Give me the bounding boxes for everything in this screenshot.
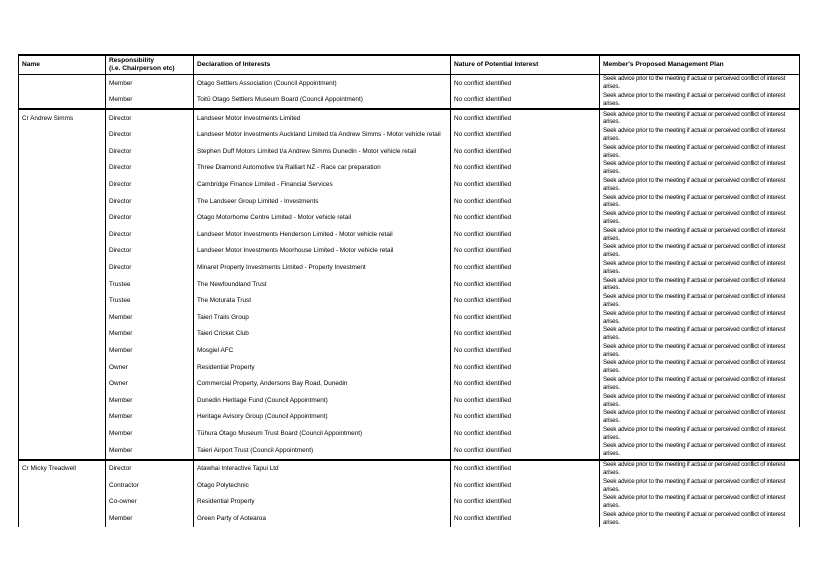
declaration-cell: Cambridge Finance Limited - Financial Services bbox=[197, 181, 333, 189]
responsibility-cell: Member bbox=[109, 396, 133, 404]
plan-cell: Seek advice prior to the meeting if actual or perceived conflict of interest arises. bbox=[603, 442, 786, 458]
nature-cell: No conflict identified bbox=[454, 147, 512, 155]
responsibility-cell: Director bbox=[109, 147, 132, 155]
nature-cell: No conflict identified bbox=[454, 96, 512, 104]
column-header-plan bbox=[599, 56, 799, 74]
responsibility-cell: Member bbox=[109, 96, 133, 104]
plan-cell: Seek advice prior to the meeting if actual or perceived conflict of interest arises. bbox=[603, 243, 786, 259]
responsibility-column bbox=[105, 461, 193, 527]
declaration-column bbox=[193, 461, 450, 527]
nature-cell: No conflict identified bbox=[454, 164, 512, 172]
responsibility-cell: Member bbox=[109, 347, 133, 354]
declaration-cell: Taieri Airport Trust (Council Appointment) bbox=[197, 446, 314, 454]
declaration-cell: Otago Settlers Association (Council Appointment) bbox=[197, 79, 337, 87]
declaration-cell: Tūhura Otago Museum Trust Board (Council Appointment) bbox=[197, 429, 363, 437]
plan-cell: Seek advice prior to the meeting if actual or perceived conflict of interest arises. bbox=[603, 176, 786, 192]
responsibility-cell: Trustee bbox=[109, 297, 131, 305]
plan-cell: Seek advice prior to the meeting if actual or perceived conflict of interest arises. bbox=[603, 226, 786, 242]
declaration-cell: Otago Motorhome Centre Limited - Motor vehicle retail bbox=[197, 214, 352, 222]
declaration-cell: Landseer Motor Investments Auckland Limited t/a Andrew Simms - Motor vehicle retail bbox=[197, 131, 441, 139]
declaration-column bbox=[193, 110, 450, 458]
responsibility-cell: Member bbox=[109, 413, 133, 421]
member-name-cell bbox=[19, 461, 105, 527]
plan-cell: Seek advice prior to the meeting if actual or perceived conflict of interest arises. bbox=[603, 160, 786, 176]
declaration-cell: Commercial Property, Andersons Bay Road, Dunedin bbox=[197, 380, 348, 388]
declaration-cell: Taieri Trails Group bbox=[197, 313, 249, 321]
plan-cell: Seek advice prior to the meeting if actual or perceived conflict of interest arises. bbox=[603, 309, 786, 325]
column-header-name-label: Name bbox=[22, 60, 40, 68]
plan-cell: Seek advice prior to the meeting if actual or perceived conflict of interest arises. bbox=[603, 392, 786, 408]
nature-cell: No conflict identified bbox=[454, 297, 512, 305]
nature-cell: No conflict identified bbox=[454, 514, 512, 522]
nature-cell: No conflict identified bbox=[454, 280, 512, 288]
column-header-declaration bbox=[193, 56, 450, 74]
nature-cell: No conflict identified bbox=[454, 465, 512, 473]
nature-cell: No conflict identified bbox=[454, 197, 512, 205]
column-header-declaration-label: Declaration of Interests bbox=[197, 60, 271, 68]
plan-cell: Seek advice prior to the meeting if actual or perceived conflict of interest arises. bbox=[603, 276, 786, 292]
plan-column bbox=[599, 461, 799, 527]
responsibility-cell: Director bbox=[109, 181, 132, 189]
plan-cell: Seek advice prior to the meeting if actual or perceived conflict of interest arises. bbox=[603, 143, 786, 159]
responsibility-cell: Member bbox=[109, 330, 133, 338]
responsibility-cell: Co-owner bbox=[109, 498, 137, 506]
declaration-cell: Three Diamond Automotive t/a Ralliart NZ - Race car preparation bbox=[197, 164, 381, 172]
plan-cell: Seek advice prior to the meeting if actual or perceived conflict of interest arises. bbox=[603, 110, 786, 126]
declaration-cell: Residential Property bbox=[197, 363, 255, 371]
responsibility-cell: Member bbox=[109, 313, 133, 321]
member-name-cell bbox=[19, 75, 105, 108]
plan-cell: Seek advice prior to the meeting if actual or perceived conflict of interest arises. bbox=[603, 409, 786, 425]
plan-cell: Seek advice prior to the meeting if actual or perceived conflict of interest arises. bbox=[603, 326, 786, 342]
plan-cell: Seek advice prior to the meeting if actual or perceived conflict of interest arises. bbox=[603, 193, 786, 209]
nature-column bbox=[450, 461, 599, 527]
declaration-cell: Stephen Duff Motors Limited t/a Andrew Simms Dunedin - Motor vehicle retail bbox=[197, 147, 417, 155]
nature-cell: No conflict identified bbox=[454, 481, 512, 489]
plan-column bbox=[599, 110, 799, 458]
plan-cell: Seek advice prior to the meeting if actual or perceived conflict of interest arises. bbox=[603, 210, 786, 226]
declaration-cell: The Landseer Group Limited - Investments bbox=[197, 197, 319, 205]
nature-cell: No conflict identified bbox=[454, 114, 512, 122]
column-header-plan-label: Member's Proposed Management Plan bbox=[603, 60, 724, 68]
declaration-cell: Otago Polytechnic bbox=[197, 481, 249, 489]
plan-cell: Seek advice prior to the meeting if actual or perceived conflict of interest arises. bbox=[603, 91, 786, 107]
declaration-cell: Landseer Motor Investments Limited bbox=[197, 114, 301, 122]
column-header-nature-label: Nature of Potential Interest bbox=[454, 60, 539, 68]
column-header-responsibility-line2: (i.e. Chairperson etc) bbox=[109, 65, 175, 72]
declaration-cell: Residential Property bbox=[197, 498, 255, 506]
nature-cell: No conflict identified bbox=[454, 363, 512, 371]
member-name: Cr Andrew Simms bbox=[22, 114, 74, 122]
declaration-cell: Landseer Motor Investments Henderson Limited - Motor vehicle retail bbox=[197, 230, 393, 238]
nature-cell: No conflict identified bbox=[454, 264, 512, 272]
plan-cell: Seek advice prior to the meeting if actual or perceived conflict of interest arises. bbox=[603, 376, 786, 391]
responsibility-column bbox=[105, 75, 193, 108]
responsibility-cell: Director bbox=[109, 465, 132, 473]
nature-cell: No conflict identified bbox=[454, 380, 512, 388]
nature-cell: No conflict identified bbox=[454, 396, 512, 404]
column-header-responsibility-line1: Responsibility bbox=[109, 56, 155, 64]
responsibility-cell: Director bbox=[109, 214, 132, 222]
nature-cell: No conflict identified bbox=[454, 413, 512, 421]
declaration-cell: Dunedin Heritage Fund (Council Appointment) bbox=[197, 396, 328, 404]
table-header-row bbox=[19, 56, 799, 75]
responsibility-cell: Member bbox=[109, 446, 133, 454]
column-header-nature bbox=[450, 56, 599, 74]
nature-cell: No conflict identified bbox=[454, 313, 512, 321]
declaration-cell: The Newfoundland Trust bbox=[197, 280, 267, 288]
nature-cell: No conflict identified bbox=[454, 79, 512, 87]
declaration-cell: Atawhai Interactive Tapui Ltd bbox=[197, 465, 279, 473]
declaration-column bbox=[193, 75, 450, 108]
plan-cell: Seek advice prior to the meeting if actual or perceived conflict of interest arises. bbox=[603, 477, 786, 493]
responsibility-cell: Trustee bbox=[109, 280, 131, 288]
nature-cell: No conflict identified bbox=[454, 131, 512, 139]
nature-cell: No conflict identified bbox=[454, 330, 512, 338]
plan-column bbox=[599, 75, 799, 108]
responsibility-cell: Member bbox=[109, 514, 133, 522]
member-name: Cr Micky Treadwell bbox=[22, 465, 76, 473]
nature-cell: No conflict identified bbox=[454, 247, 512, 255]
table-body bbox=[19, 75, 799, 527]
declaration-cell: The Moturata Trust bbox=[197, 297, 251, 305]
nature-cell: No conflict identified bbox=[454, 214, 512, 222]
nature-cell: No conflict identified bbox=[454, 446, 512, 454]
responsibility-cell: Director bbox=[109, 131, 132, 139]
declaration-cell: Minaret Property Investments Limited - Property Investment bbox=[197, 264, 366, 272]
responsibility-cell: Director bbox=[109, 164, 132, 172]
interests-register-table bbox=[18, 54, 800, 527]
nature-column bbox=[450, 110, 599, 458]
plan-cell: Seek advice prior to the meeting if actual or perceived conflict of interest arises. bbox=[603, 359, 786, 375]
member-group bbox=[19, 110, 799, 460]
member-group bbox=[19, 461, 799, 527]
declaration-cell: Toitū Otago Settlers Museum Board (Council Appointment) bbox=[197, 96, 363, 104]
plan-cell: Seek advice prior to the meeting if actual or perceived conflict of interest arises. bbox=[603, 342, 786, 358]
nature-cell: No conflict identified bbox=[454, 230, 512, 238]
plan-cell: Seek advice prior to the meeting if actual or perceived conflict of interest arises. bbox=[603, 461, 786, 476]
plan-cell: Seek advice prior to the meeting if actual or perceived conflict of interest arises. bbox=[603, 293, 786, 309]
plan-cell: Seek advice prior to the meeting if actual or perceived conflict of interest arises. bbox=[603, 259, 786, 275]
responsibility-cell: Member bbox=[109, 429, 133, 437]
plan-cell: Seek advice prior to the meeting if actual or perceived conflict of interest arises. bbox=[603, 510, 786, 526]
column-header-name bbox=[19, 56, 105, 74]
plan-cell: Seek advice prior to the meeting if actual or perceived conflict of interest arises. bbox=[603, 127, 786, 143]
responsibility-cell: Member bbox=[109, 79, 133, 87]
responsibility-column bbox=[105, 110, 193, 458]
declaration-cell: Heritage Avisory Group (Council Appointment) bbox=[197, 413, 328, 421]
member-group bbox=[19, 75, 799, 110]
nature-cell: No conflict identified bbox=[454, 347, 512, 354]
member-name-cell bbox=[19, 110, 105, 458]
responsibility-cell: Contractor bbox=[109, 481, 139, 489]
column-header-responsibility bbox=[105, 56, 193, 74]
declaration-cell: Mosgiel AFC bbox=[197, 347, 234, 354]
responsibility-cell: Director bbox=[109, 247, 132, 255]
nature-cell: No conflict identified bbox=[454, 429, 512, 437]
declaration-cell: Taieri Cricket Club bbox=[197, 330, 249, 338]
plan-cell: Seek advice prior to the meeting if actual or perceived conflict of interest arises. bbox=[603, 75, 786, 91]
responsibility-cell: Owner bbox=[109, 363, 128, 371]
responsibility-cell: Director bbox=[109, 230, 132, 238]
responsibility-cell: Director bbox=[109, 264, 132, 272]
nature-cell: No conflict identified bbox=[454, 181, 512, 189]
responsibility-cell: Director bbox=[109, 114, 132, 122]
declaration-cell: Landseer Motor Investments Moorhouse Limited - Motor vehicle retail bbox=[197, 247, 394, 255]
responsibility-cell: Owner bbox=[109, 380, 128, 388]
plan-cell: Seek advice prior to the meeting if actual or perceived conflict of interest arises. bbox=[603, 425, 786, 441]
plan-cell: Seek advice prior to the meeting if actual or perceived conflict of interest arises. bbox=[603, 494, 786, 510]
responsibility-cell: Director bbox=[109, 197, 132, 205]
declaration-cell: Green Party of Aotearoa bbox=[197, 514, 266, 522]
nature-cell: No conflict identified bbox=[454, 498, 512, 506]
nature-column bbox=[450, 75, 599, 108]
